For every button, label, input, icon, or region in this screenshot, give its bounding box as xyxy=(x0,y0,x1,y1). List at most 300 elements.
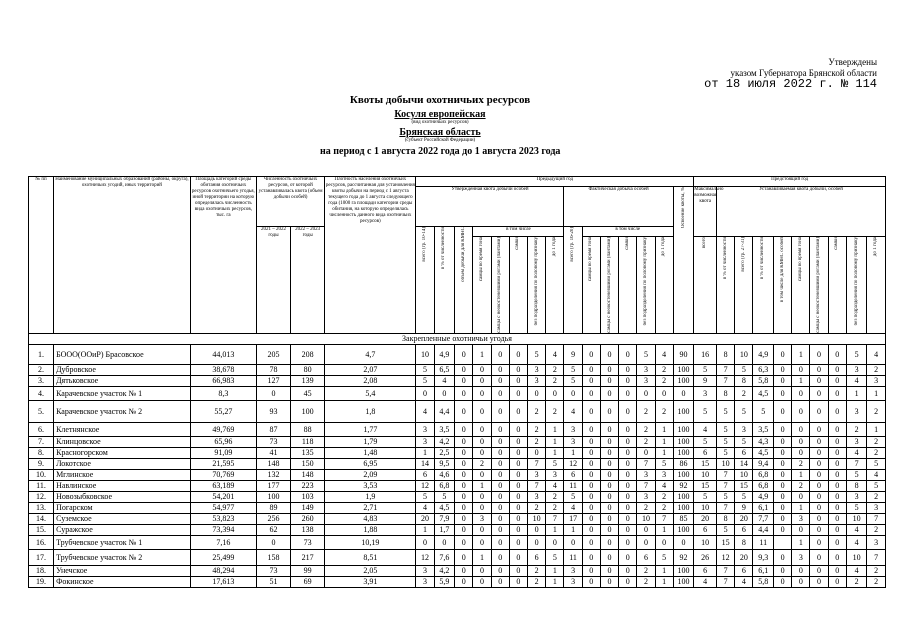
row-value: 0 xyxy=(637,386,655,400)
row-value: 8 xyxy=(846,480,867,491)
row-area: 8,3 xyxy=(190,386,256,400)
row-value: 3 xyxy=(528,491,546,502)
row-value: 4,4 xyxy=(434,400,455,422)
row-value: 26 xyxy=(694,549,717,565)
row-value: 1 xyxy=(473,549,491,565)
row-pop-2021: 256 xyxy=(256,513,290,524)
row-value: 3 xyxy=(867,375,886,386)
header-total-27-31: всего (гр. 27-31) xyxy=(735,237,753,334)
row-value: 0 xyxy=(810,386,828,400)
row-area: 73,394 xyxy=(190,524,256,535)
row-value: 0 xyxy=(619,422,637,436)
row-value: 0 xyxy=(637,535,655,549)
row-area: 7,16 xyxy=(190,535,256,549)
row-value: 0 xyxy=(473,535,491,549)
header-under-1-2: до 1 года xyxy=(655,237,673,334)
header-under-1-3: до 1 года xyxy=(867,237,886,334)
row-value: 0 xyxy=(491,400,509,422)
header-pop-2022: 2022 – 2023 годы xyxy=(291,227,325,334)
row-value: 6 xyxy=(564,469,582,480)
row-pop-2022: 88 xyxy=(291,422,325,436)
row-value: 3 xyxy=(637,375,655,386)
row-value: 2 xyxy=(846,422,867,436)
row-value: 0 xyxy=(792,422,810,436)
header-pct-pop: в % от численности xyxy=(434,227,455,334)
row-value: 5 xyxy=(564,364,582,375)
row-value: 3 xyxy=(867,535,886,549)
row-value: 0 xyxy=(473,576,491,587)
row-density: 3,91 xyxy=(325,576,416,587)
row-value: 1 xyxy=(564,524,582,535)
row-pop-2022: 223 xyxy=(291,480,325,491)
row-value: 0 xyxy=(600,480,618,491)
row-value: 2 xyxy=(473,458,491,469)
row-value: 0 xyxy=(655,535,673,549)
row-value: 5,8 xyxy=(753,375,774,386)
row-value: 0 xyxy=(473,469,491,480)
row-value: 92 xyxy=(673,549,694,565)
row-value: 1 xyxy=(564,447,582,458)
row-value: 5 xyxy=(416,364,434,375)
row-value: 100 xyxy=(673,502,694,513)
row-value: 0 xyxy=(509,576,527,587)
row-pop-2022: 103 xyxy=(291,491,325,502)
row-value: 7 xyxy=(717,469,735,480)
row-value: 2 xyxy=(735,386,753,400)
row-value: 0 xyxy=(600,386,618,400)
row-value: 0 xyxy=(600,549,618,565)
row-value: 0 xyxy=(600,447,618,458)
row-value: 0 xyxy=(582,422,600,436)
header-pop-2021: 2021 – 2022 годы xyxy=(256,227,290,334)
row-value: 0 xyxy=(619,400,637,422)
row-density: 2,08 xyxy=(325,375,416,386)
row-value: 0 xyxy=(600,458,618,469)
row-value: 0 xyxy=(600,576,618,587)
row-value: 6,8 xyxy=(753,469,774,480)
row-value: 0 xyxy=(582,344,600,364)
row-pop-2021: 78 xyxy=(256,364,290,375)
row-value: 0 xyxy=(810,469,828,480)
row-value: 4,2 xyxy=(434,436,455,447)
row-value: 4,5 xyxy=(434,502,455,513)
row-value: 0 xyxy=(773,491,791,502)
row-value: 2 xyxy=(528,576,546,587)
row-value: 2 xyxy=(655,491,673,502)
row-value: 0 xyxy=(582,386,600,400)
row-value: 5 xyxy=(416,491,434,502)
row-value: 0 xyxy=(619,386,637,400)
row-value: 7 xyxy=(637,480,655,491)
row-value: 0 xyxy=(491,480,509,491)
row-value: 4 xyxy=(867,344,886,364)
row-name: Новозыбковское xyxy=(54,491,191,502)
row-value: 7,6 xyxy=(434,549,455,565)
row-value: 0 xyxy=(509,386,527,400)
row-value: 10 xyxy=(637,513,655,524)
row-value: 3 xyxy=(846,400,867,422)
header-set-quota: Устанавливаемая квота добычи, особей xyxy=(717,187,886,237)
row-value: 9 xyxy=(564,344,582,364)
row-value: 0 xyxy=(773,576,791,587)
row-value: 0 xyxy=(792,364,810,375)
row-number: 6. xyxy=(29,422,54,436)
row-value: 6 xyxy=(735,565,753,576)
row-value: 0 xyxy=(491,565,509,576)
row-value: 2 xyxy=(528,422,546,436)
row-value: 0 xyxy=(509,565,527,576)
row-value xyxy=(773,535,791,549)
row-value: 0 xyxy=(491,436,509,447)
table-row xyxy=(29,364,886,375)
header-area: Площадь категорий среды обитания охотничьих ресурсов охотничьего угодья, иной территории на которую определялась численность вида охотничьих ресурсов, тыс. га xyxy=(190,177,256,334)
row-value: 6 xyxy=(528,549,546,565)
header-approved-quota: Утвержденная квота добычи особей xyxy=(416,187,564,227)
row-number: 11. xyxy=(29,480,54,491)
row-value: 0 xyxy=(828,502,846,513)
row-value: 0 xyxy=(528,447,546,458)
row-value: 0 xyxy=(491,549,509,565)
row-value: 5 xyxy=(717,524,735,535)
row-value: 5 xyxy=(717,491,735,502)
row-value: 7 xyxy=(867,549,886,565)
table-row xyxy=(29,422,886,436)
row-value: 2 xyxy=(655,375,673,386)
row-pop-2021: 41 xyxy=(256,447,290,458)
row-value: 0 xyxy=(828,375,846,386)
row-pop-2022: 118 xyxy=(291,436,325,447)
row-value: 0 xyxy=(509,549,527,565)
row-density: 1,88 xyxy=(325,524,416,535)
table-row xyxy=(29,565,886,576)
row-value: 2 xyxy=(867,400,886,422)
row-value: 100 xyxy=(673,491,694,502)
row-value: 0 xyxy=(491,524,509,535)
row-value: 0 xyxy=(773,386,791,400)
row-value: 2 xyxy=(637,400,655,422)
row-value: 0 xyxy=(773,375,791,386)
row-pop-2021: 132 xyxy=(256,469,290,480)
row-pop-2022: 149 xyxy=(291,502,325,513)
row-value: 0 xyxy=(828,535,846,549)
row-value: 0 xyxy=(455,344,473,364)
row-value: 10 xyxy=(846,513,867,524)
row-value: 2 xyxy=(528,502,546,513)
row-number: 5. xyxy=(29,400,54,422)
header-no-sex-2: без подразделения по половому признаку xyxy=(637,237,655,334)
row-number: 2. xyxy=(29,364,54,375)
row-value: 7 xyxy=(717,576,735,587)
species-name: Косуля европейская xyxy=(394,109,486,120)
row-value: 6,8 xyxy=(753,480,774,491)
row-area: 38,678 xyxy=(190,364,256,375)
row-value: 0 xyxy=(600,513,618,524)
row-value: 0 xyxy=(582,375,600,386)
row-area: 54,977 xyxy=(190,502,256,513)
header-females-3: самки xyxy=(828,237,846,334)
row-value: 0 xyxy=(619,458,637,469)
row-pop-2022: 135 xyxy=(291,447,325,458)
row-value: 0 xyxy=(455,513,473,524)
row-value: 3 xyxy=(416,565,434,576)
row-value: 20 xyxy=(735,513,753,524)
row-value: 0 xyxy=(619,513,637,524)
row-density: 5,4 xyxy=(325,386,416,400)
table-row xyxy=(29,458,886,469)
row-name: Мглинское xyxy=(54,469,191,480)
region-caption: (субъект Российской Федерации) xyxy=(404,138,476,143)
table-row xyxy=(29,524,886,535)
row-value: 0 xyxy=(600,364,618,375)
row-value: 100 xyxy=(673,565,694,576)
row-value: 6,1 xyxy=(753,565,774,576)
row-value: 0 xyxy=(473,565,491,576)
row-value: 5 xyxy=(564,375,582,386)
row-value: 0 xyxy=(600,400,618,422)
row-value: 0 xyxy=(509,458,527,469)
row-value: 2 xyxy=(846,576,867,587)
row-value: 0 xyxy=(491,375,509,386)
row-pop-2022: 100 xyxy=(291,400,325,422)
row-pop-2021: 177 xyxy=(256,480,290,491)
header-no-sex: без подразделения по половому признаку xyxy=(528,237,546,334)
row-density: 4,7 xyxy=(325,344,416,364)
row-value: 0 xyxy=(582,513,600,524)
row-value: 0 xyxy=(810,491,828,502)
row-value: 0 xyxy=(828,513,846,524)
row-value: 0 xyxy=(773,436,791,447)
row-value: 2 xyxy=(546,375,564,386)
row-value: 11 xyxy=(564,480,582,491)
row-value: 0 xyxy=(810,436,828,447)
row-value: 0 xyxy=(509,422,527,436)
row-value: 3 xyxy=(792,549,810,565)
row-value: 1 xyxy=(546,436,564,447)
row-value: 2 xyxy=(546,400,564,422)
row-value: 10 xyxy=(694,535,717,549)
row-value: 10 xyxy=(717,458,735,469)
row-value: 0 xyxy=(509,502,527,513)
row-value: 100 xyxy=(673,524,694,535)
row-value: 0 xyxy=(564,386,582,400)
row-value: 3 xyxy=(846,364,867,375)
row-value: 0 xyxy=(773,400,791,422)
row-value: 2 xyxy=(655,502,673,513)
row-value: 0 xyxy=(455,535,473,549)
header-kmns: объем добычи для КМНС xyxy=(455,227,473,334)
row-value: 0 xyxy=(491,576,509,587)
header-males-no-horns-2: самцы с неокостеневшими рогами (пантами) xyxy=(600,237,618,334)
row-pop-2021: 51 xyxy=(256,576,290,587)
row-value: 7 xyxy=(528,480,546,491)
row-value: 4,5 xyxy=(753,447,774,458)
row-value: 7 xyxy=(655,513,673,524)
row-value: 0 xyxy=(528,535,546,549)
row-value: 5 xyxy=(546,549,564,565)
table-row xyxy=(29,549,886,565)
row-area: 25,499 xyxy=(190,549,256,565)
row-pop-2022: 148 xyxy=(291,469,325,480)
row-value: 12 xyxy=(717,549,735,565)
header-actual-harvest: Фактическая добыча особей xyxy=(564,187,673,227)
header-total-10-14: всего (гр. 10-14) xyxy=(416,227,434,334)
row-value: 7 xyxy=(717,565,735,576)
row-value: 1 xyxy=(792,375,810,386)
row-value: 0 xyxy=(473,436,491,447)
row-value: 4 xyxy=(846,375,867,386)
row-value: 0 xyxy=(810,480,828,491)
row-value: 0 xyxy=(582,480,600,491)
row-number: 15. xyxy=(29,524,54,535)
row-value: 15 xyxy=(694,480,717,491)
approval-line1: Утверждены xyxy=(828,57,877,67)
row-name: Клетнянское xyxy=(54,422,191,436)
row-value: 0 xyxy=(509,513,527,524)
row-value: 1 xyxy=(655,565,673,576)
row-number: 10. xyxy=(29,469,54,480)
row-value: 1 xyxy=(473,344,491,364)
row-value: 3 xyxy=(564,565,582,576)
row-value: 4 xyxy=(846,447,867,458)
row-value: 0 xyxy=(619,469,637,480)
row-value: 5 xyxy=(753,400,774,422)
row-pop-2022: 69 xyxy=(291,576,325,587)
row-value: 0 xyxy=(491,535,509,549)
row-pop-2021: 127 xyxy=(256,375,290,386)
row-value: 4 xyxy=(655,480,673,491)
row-value: 12 xyxy=(416,549,434,565)
section-label: Закрепленные охотничьи угодья xyxy=(29,333,886,344)
row-value: 8 xyxy=(735,535,753,549)
row-value: 100 xyxy=(673,469,694,480)
row-value: 3,5 xyxy=(753,422,774,436)
row-value: 0 xyxy=(619,447,637,458)
row-value: 0 xyxy=(455,469,473,480)
row-value: 0 xyxy=(619,491,637,502)
header-males-no-horns: самцы с неокостеневшими рогами (пантами) xyxy=(491,237,509,334)
row-value: 9 xyxy=(735,502,753,513)
row-number: 17. xyxy=(29,549,54,565)
row-name: БООО(ООиР) Брасовское xyxy=(54,344,191,364)
row-density: 2,07 xyxy=(325,364,416,375)
row-area: 53,823 xyxy=(190,513,256,524)
row-value: 6 xyxy=(694,565,717,576)
row-value: 0 xyxy=(773,469,791,480)
row-value: 4,5 xyxy=(753,386,774,400)
row-pop-2022: 150 xyxy=(291,458,325,469)
row-value: 5 xyxy=(867,458,886,469)
row-value: 0 xyxy=(828,565,846,576)
row-density: 1,9 xyxy=(325,491,416,502)
row-value: 7 xyxy=(846,458,867,469)
row-name: Красногорском xyxy=(54,447,191,458)
header-males-rut-2: самцы во время гона xyxy=(582,237,600,334)
row-value: 3 xyxy=(637,469,655,480)
row-value: 5 xyxy=(717,422,735,436)
row-value: 2 xyxy=(528,436,546,447)
row-number: 1. xyxy=(29,344,54,364)
row-number: 8. xyxy=(29,447,54,458)
row-value: 0 xyxy=(619,502,637,513)
row-value: 4 xyxy=(867,469,886,480)
row-name: Локотское xyxy=(54,458,191,469)
row-density: 1,77 xyxy=(325,422,416,436)
row-value: 0 xyxy=(619,535,637,549)
row-pop-2022: 260 xyxy=(291,513,325,524)
row-value: 0 xyxy=(473,447,491,458)
row-pop-2022: 45 xyxy=(291,386,325,400)
row-value: 4 xyxy=(546,480,564,491)
row-number: 9. xyxy=(29,458,54,469)
row-value: 1 xyxy=(792,344,810,364)
row-value: 0 xyxy=(810,535,828,549)
row-value: 7 xyxy=(528,458,546,469)
row-value: 0 xyxy=(600,375,618,386)
header-including-1: в том числе xyxy=(473,227,564,237)
row-value: 0 xyxy=(810,502,828,513)
header-no-sex-3: без подразделения по половому признаку xyxy=(846,237,867,334)
row-pop-2022: 138 xyxy=(291,524,325,535)
row-value: 2 xyxy=(867,364,886,375)
row-value: 0 xyxy=(509,436,527,447)
row-value: 1 xyxy=(655,436,673,447)
table-row xyxy=(29,513,886,524)
row-pop-2021: 62 xyxy=(256,524,290,535)
row-value: 0 xyxy=(582,364,600,375)
row-value: 0 xyxy=(828,549,846,565)
row-value: 4 xyxy=(546,344,564,364)
document-title: Квоты добычи охотничьих ресурсов xyxy=(349,94,531,106)
row-value: 0 xyxy=(810,576,828,587)
row-pop-2021: 89 xyxy=(256,502,290,513)
table-row xyxy=(29,344,886,364)
row-value: 90 xyxy=(673,344,694,364)
row-value: 5 xyxy=(735,400,753,422)
row-value: 0 xyxy=(828,491,846,502)
row-value: 5 xyxy=(694,400,717,422)
header-females-2: самки xyxy=(619,237,637,334)
row-name: Клинцовское xyxy=(54,436,191,447)
row-value: 2 xyxy=(546,364,564,375)
row-number: 18. xyxy=(29,565,54,576)
row-value: 4,9 xyxy=(753,491,774,502)
row-value: 5,8 xyxy=(753,576,774,587)
table-row xyxy=(29,375,886,386)
row-value: 0 xyxy=(455,375,473,386)
row-value: 5 xyxy=(717,400,735,422)
row-value: 0 xyxy=(773,565,791,576)
row-value: 6 xyxy=(735,447,753,458)
row-value: 0 xyxy=(491,502,509,513)
row-value: 0 xyxy=(810,524,828,535)
row-value: 0 xyxy=(582,565,600,576)
row-value: 3 xyxy=(637,364,655,375)
row-value: 0 xyxy=(773,458,791,469)
row-value: 0 xyxy=(828,458,846,469)
row-value: 0 xyxy=(792,491,810,502)
row-value: 0 xyxy=(792,400,810,422)
row-value: 0 xyxy=(455,447,473,458)
row-value: 2 xyxy=(546,502,564,513)
quota-table xyxy=(28,176,886,588)
row-value: 3 xyxy=(416,436,434,447)
row-value: 1 xyxy=(546,422,564,436)
row-pop-2021: 73 xyxy=(256,436,290,447)
row-area: 54,201 xyxy=(190,491,256,502)
row-value: 0 xyxy=(655,386,673,400)
row-value: 0 xyxy=(528,386,546,400)
row-pop-2021: 87 xyxy=(256,422,290,436)
